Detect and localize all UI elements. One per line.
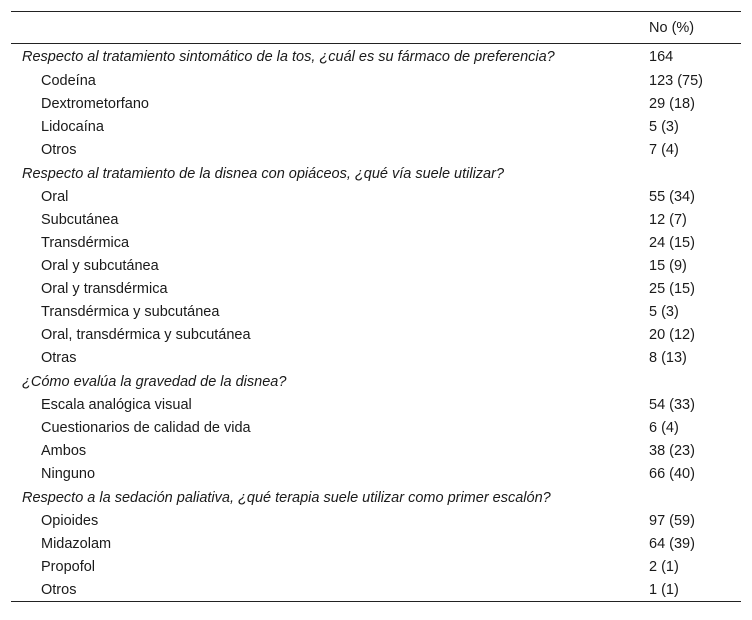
option-label: Oral y transdérmica [41, 280, 168, 297]
survey-results-table-container [11, 11, 741, 602]
question-text: Respecto a la sedación paliativa, ¿qué terapia suele utilizar como primer escalón? [22, 489, 551, 506]
option-value: 123 (75) [649, 72, 704, 89]
option-value: 15 (9) [649, 257, 687, 274]
table-row [11, 138, 741, 161]
table-row [11, 462, 741, 485]
table-header-row [11, 12, 741, 44]
option-value: 12 (7) [649, 211, 687, 228]
question-total-value [649, 369, 741, 393]
option-label: Transdérmica [41, 234, 130, 251]
survey-results-table [11, 11, 741, 602]
header-label-cell [11, 12, 649, 44]
option-value: 6 (4) [649, 419, 679, 436]
question-row [11, 161, 741, 185]
question-text: Respecto al tratamiento de la disnea con opiáceos, ¿qué vía suele utilizar? [22, 165, 505, 182]
option-value: 64 (39) [649, 535, 695, 552]
table-body [11, 44, 741, 602]
question-text: Respecto al tratamiento sintomático de la tos, ¿cuál es su fármaco de preferencia? [22, 49, 555, 65]
table-row [11, 439, 741, 462]
table-row [11, 254, 741, 277]
table-row [11, 208, 741, 231]
option-value: 24 (15) [649, 234, 695, 251]
option-label: Oral y subcutánea [41, 257, 159, 274]
option-label: Otros [41, 141, 77, 158]
table-row [11, 346, 741, 369]
table-row [11, 323, 741, 346]
option-value: 20 (12) [649, 326, 695, 343]
option-value: 97 (59) [649, 512, 695, 529]
option-label: Escala analógica visual [41, 396, 192, 413]
option-value: 1 (1) [649, 578, 741, 602]
table-row [11, 393, 741, 416]
table-row [11, 578, 741, 602]
option-label: Ninguno [41, 465, 96, 482]
question-text: ¿Cómo evalúa la gravedad de la disnea? [22, 373, 287, 390]
table-row [11, 185, 741, 208]
option-label: Midazolam [41, 535, 112, 552]
option-value: 25 (15) [649, 280, 695, 297]
option-value: 66 (40) [649, 465, 695, 482]
option-value: 55 (34) [649, 188, 695, 205]
question-row [11, 485, 741, 509]
option-value: 7 (4) [649, 141, 679, 158]
option-value: 38 (23) [649, 442, 695, 459]
option-label: Ambos [41, 442, 87, 459]
table-row [11, 69, 741, 92]
option-value: 8 (13) [649, 349, 687, 366]
table-row [11, 416, 741, 439]
question-row [11, 44, 741, 70]
option-label: Lidocaína [41, 118, 104, 135]
option-label: Subcutánea [41, 211, 119, 228]
option-label: Otras [41, 349, 77, 366]
table-row [11, 231, 741, 254]
option-value: 5 (3) [649, 118, 679, 135]
option-label: Propofol [41, 558, 96, 575]
option-label: Otros [11, 578, 649, 602]
table-row [11, 115, 741, 138]
option-value: 5 (3) [649, 303, 679, 320]
option-label: Cuestionarios de calidad de vida [41, 419, 251, 436]
question-total-value [649, 161, 741, 185]
table-row [11, 92, 741, 115]
option-label: Oral, transdérmica y subcutánea [41, 326, 251, 343]
option-label: Transdérmica y subcutánea [41, 303, 220, 320]
table-row [11, 509, 741, 532]
option-label: Codeína [41, 72, 96, 89]
option-label: Dextrometorfano [41, 95, 149, 112]
question-total-value [649, 485, 741, 509]
question-row [11, 369, 741, 393]
option-value: 54 (33) [649, 396, 695, 413]
header-value-cell: No (%) [649, 12, 741, 44]
question-total-value: 164 [649, 49, 674, 65]
option-value: 29 (18) [649, 95, 695, 112]
option-label: Opioides [41, 512, 99, 529]
option-label: Oral [41, 188, 69, 205]
table-row [11, 532, 741, 555]
table-row [11, 300, 741, 323]
table-row [11, 277, 741, 300]
option-value: 2 (1) [649, 558, 679, 575]
table-row [11, 555, 741, 578]
